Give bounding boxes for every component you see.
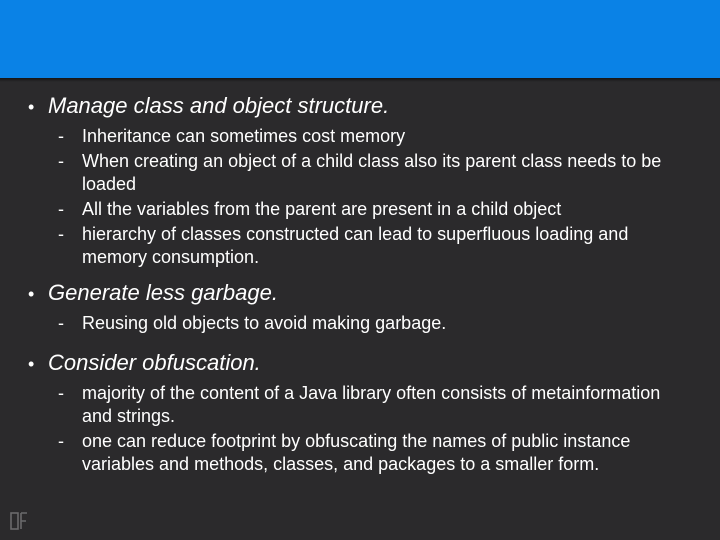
sub-item-text: majority of the content of a Java library often consists of metainformation and strings. — [82, 383, 661, 426]
dash-icon: - — [58, 151, 64, 171]
bullet-2-title: Generate less garbage. — [48, 280, 278, 305]
sub-item — [58, 198, 688, 221]
dash-icon: - — [58, 431, 64, 451]
bullet-3-sublist — [28, 382, 688, 476]
bullet-3 — [28, 349, 688, 476]
brand-logo-icon — [10, 510, 28, 532]
sub-item — [58, 150, 688, 196]
sub-item — [58, 430, 688, 476]
header-divider — [0, 78, 720, 82]
bullet-1-sublist — [28, 125, 688, 269]
dash-icon: - — [58, 383, 64, 403]
sub-item-text: When creating an object of a child class also its parent class needs to be loaded — [82, 151, 662, 194]
sub-item — [58, 125, 688, 148]
bullet-2 — [28, 279, 688, 335]
bullet-2-sublist — [28, 312, 688, 335]
bullet-1-heading — [28, 92, 688, 121]
sub-item — [58, 223, 688, 269]
dash-icon: - — [58, 224, 64, 244]
sub-item — [58, 312, 688, 335]
bullet-dot-icon: • — [28, 97, 35, 117]
sub-item-text: one can reduce footprint by obfuscating the names of public instance variables and methods, classes, and packages to a smaller form. — [82, 431, 631, 474]
slide-content — [28, 92, 688, 478]
bullet-1-title: Manage class and object structure. — [48, 93, 390, 118]
bullet-dot-icon: • — [28, 354, 35, 374]
sub-item-text: Inheritance can sometimes cost memory — [82, 126, 406, 146]
bullet-1 — [28, 92, 688, 269]
bullet-dot-icon: • — [28, 284, 35, 304]
sub-item-text: Reusing old objects to avoid making garbage. — [82, 313, 447, 333]
dash-icon: - — [58, 199, 64, 219]
bullet-3-heading — [28, 349, 688, 378]
header-bar — [0, 0, 720, 78]
dash-icon: - — [58, 126, 64, 146]
sub-item — [58, 382, 688, 428]
bullet-3-title: Consider obfuscation. — [48, 350, 261, 375]
bullet-2-heading — [28, 279, 688, 308]
sub-item-text: All the variables from the parent are present in a child object — [82, 199, 562, 219]
dash-icon: - — [58, 313, 64, 333]
sub-item-text: hierarchy of classes constructed can lead to superfluous loading and memory consumption. — [82, 224, 629, 267]
